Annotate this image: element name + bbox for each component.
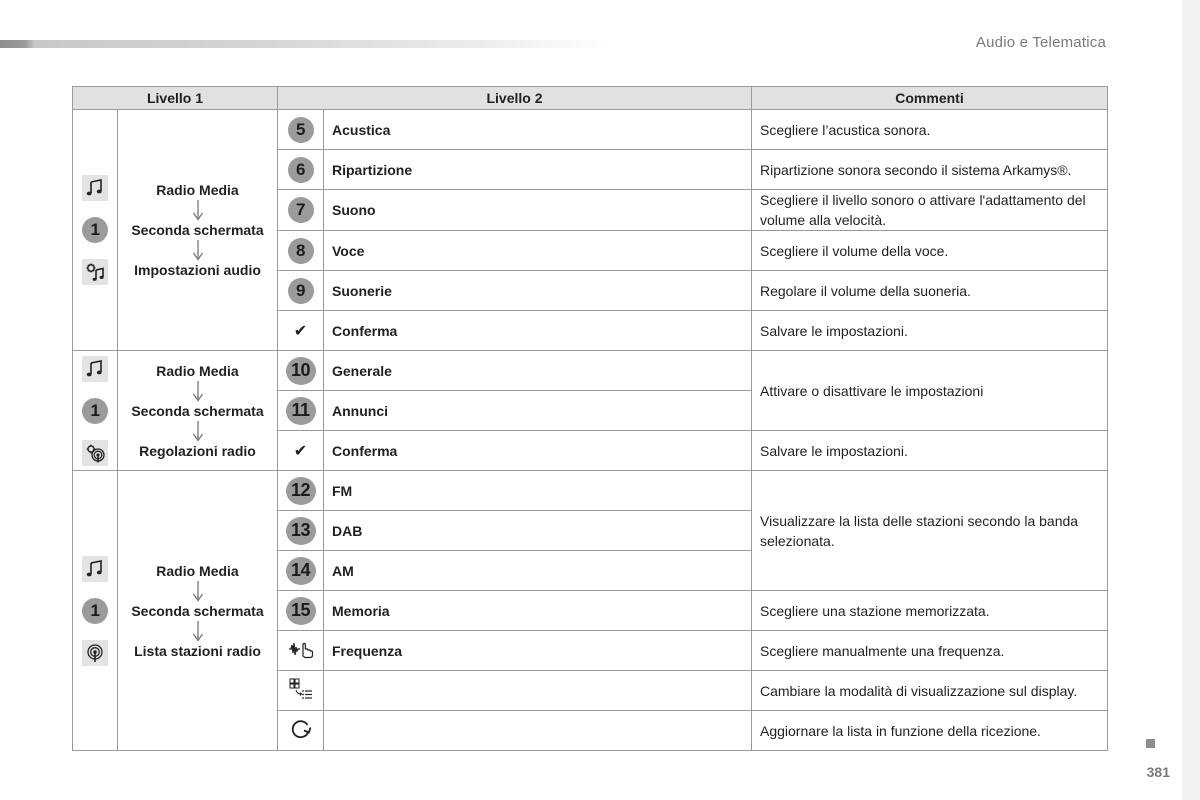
number-1-badge: 1 <box>82 398 108 424</box>
row-label: Memoria <box>324 591 752 631</box>
header-level1: Livello 1 <box>73 87 278 110</box>
path-step: Radio Media <box>156 362 239 379</box>
down-arrow-icon <box>192 580 204 602</box>
music-note-icon <box>82 556 108 582</box>
row-comment: Ripartizione sonora secondo il sistema Arkamys®. <box>752 150 1108 190</box>
number-badge: 13 <box>286 517 316 545</box>
number-1-badge: 1 <box>82 598 108 624</box>
down-arrow-icon <box>192 620 204 642</box>
row-label <box>324 671 752 711</box>
path-step: Radio Media <box>156 562 239 579</box>
path-step: Impostazioni audio <box>134 262 261 278</box>
radio-settings-icon <box>82 440 108 466</box>
refresh-icon <box>289 717 313 741</box>
table-row <box>73 471 1108 511</box>
number-badge: 6 <box>288 157 314 183</box>
row-marker <box>278 431 324 471</box>
path-step: Seconda schermata <box>131 402 264 419</box>
row-comment-merged: Attivare o disattivare le impostazioni <box>752 351 1108 431</box>
display-mode-icon <box>288 678 314 700</box>
number-badge: 8 <box>288 238 314 264</box>
row-marker <box>278 631 324 671</box>
music-note-icon <box>82 175 108 201</box>
row-comment: Scegliere una stazione memorizzata. <box>752 591 1108 631</box>
down-arrow-icon <box>192 420 204 442</box>
down-arrow-icon <box>192 199 204 221</box>
header-level2: Livello 2 <box>278 87 752 110</box>
row-marker <box>278 591 324 631</box>
row-marker <box>278 190 324 231</box>
row-label: Conferma <box>324 431 752 471</box>
row-comment-merged: Visualizzare la lista delle stazioni secondo la banda selezionata. <box>752 471 1108 591</box>
path-step: Seconda schermata <box>131 602 264 619</box>
row-marker <box>278 671 324 711</box>
checkmark-icon: ✔ <box>293 322 308 340</box>
number-badge: 7 <box>288 197 314 223</box>
number-badge: 10 <box>286 357 316 385</box>
row-label: AM <box>324 551 752 591</box>
row-label: Suonerie <box>324 271 752 311</box>
group1-icons <box>73 110 118 351</box>
table-row <box>73 351 1108 391</box>
section-title: Audio e Telematica <box>975 34 1106 51</box>
number-badge: 9 <box>288 278 314 304</box>
audio-settings-icon <box>82 259 108 285</box>
row-comment: Scegliere il volume della voce. <box>752 231 1108 271</box>
row-comment: Scegliere l’acustica sonora. <box>752 110 1108 150</box>
row-marker <box>278 391 324 431</box>
number-badge: 14 <box>286 557 316 585</box>
row-label: FM <box>324 471 752 511</box>
number-badge: 12 <box>286 477 316 505</box>
row-label: Annunci <box>324 391 752 431</box>
row-marker <box>278 471 324 511</box>
path-step: Radio Media <box>156 182 239 198</box>
path-step: Lista stazioni radio <box>134 642 261 659</box>
row-marker <box>278 150 324 190</box>
group2-path <box>118 351 278 471</box>
row-marker <box>278 351 324 391</box>
page-edge-strip <box>1182 0 1200 800</box>
row-label: DAB <box>324 511 752 551</box>
row-comment: Cambiare la modalità di visualizzazione sul display. <box>752 671 1108 711</box>
row-label: Generale <box>324 351 752 391</box>
table-header-row <box>73 87 1108 110</box>
row-label: Ripartizione <box>324 150 752 190</box>
row-marker <box>278 311 324 351</box>
down-arrow-icon <box>192 239 204 261</box>
settings-menu-table <box>72 86 1108 751</box>
number-badge: 11 <box>286 397 316 425</box>
number-1-badge: 1 <box>82 217 108 243</box>
music-note-icon <box>82 356 108 382</box>
row-label: Suono <box>324 190 752 231</box>
header-comments: Commenti <box>752 87 1108 110</box>
path-step: Seconda schermata <box>131 222 264 238</box>
row-marker <box>278 551 324 591</box>
row-label: Voce <box>324 231 752 271</box>
row-comment: Aggiornare la lista in funzione della ricezione. <box>752 711 1108 751</box>
checkmark-icon: ✔ <box>293 442 308 460</box>
radio-signal-icon <box>82 640 108 666</box>
number-badge: 5 <box>288 117 314 143</box>
row-marker <box>278 231 324 271</box>
down-arrow-icon <box>192 380 204 402</box>
row-marker <box>278 511 324 551</box>
number-badge: 15 <box>286 597 316 625</box>
group3-path <box>118 471 278 751</box>
row-marker <box>278 711 324 751</box>
group3-icons <box>73 471 118 751</box>
row-label: Conferma <box>324 311 752 351</box>
row-marker <box>278 271 324 311</box>
row-comment: Salvare le impostazioni. <box>752 431 1108 471</box>
page-marker-square <box>1146 739 1155 748</box>
group2-icons <box>73 351 118 471</box>
row-comment: Scegliere il livello sonoro o attivare l'adattamento del volume alla velocità. <box>752 190 1108 231</box>
row-comment: Scegliere manualmente una frequenza. <box>752 631 1108 671</box>
row-comment: Salvare le impostazioni. <box>752 311 1108 351</box>
path-step: Regolazioni radio <box>139 442 256 459</box>
group1-path <box>118 110 278 351</box>
row-comment: Regolare il volume della suoneria. <box>752 271 1108 311</box>
frequency-touch-icon <box>288 639 314 659</box>
row-marker <box>278 110 324 150</box>
page-number: 381 <box>1146 764 1170 780</box>
row-label: Acustica <box>324 110 752 150</box>
row-label <box>324 711 752 751</box>
row-label: Frequenza <box>324 631 752 671</box>
table-row <box>73 110 1108 150</box>
header-gradient-bar <box>0 40 610 48</box>
